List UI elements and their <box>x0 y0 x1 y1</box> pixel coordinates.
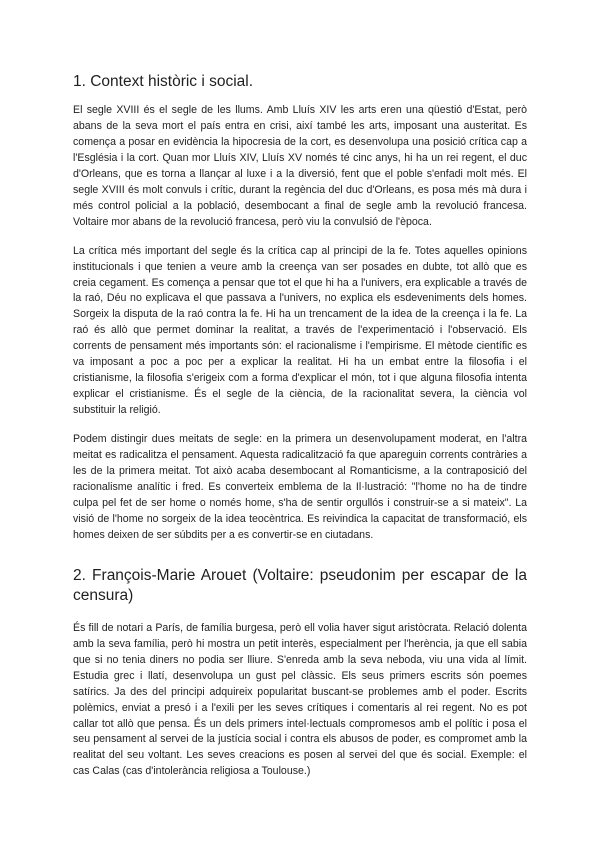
section-1-heading: 1. Context històric i social. <box>73 73 254 90</box>
section-1-paragraph-2: La crítica més important del segle és la crítica cap al principi de la fe. Totes aquelles opinions institucionals i que tenien a veure amb la creença van ser posades en dubte, tot allò que es creia cegament. Es comença a pensar que tot el que hi ha a l'univers, era explicable a través de la raó, Déu no explicava el que passava a l'univers, no explica els esdeveniments dels homes. Sorgeix la disputa de la raó contra la fe. Hi ha un trencament de la idea de la creença i la fe. La raó és allò que permet dominar la realitat, a través de l'experimentació i l'observació. Els corrents de pensament més importants són: el racionalisme i l'empirisme. El mètode científic es va imposant a poc a poc per a explicar la realitat. Hi ha un embat entre la filosofia i el cristianisme, la filosofia s'erigeix com a forma d'explicar el món, tot i que alguna filosofia intenta explicar el cristianisme. És el segle de la ciència, de la racionalitat severa, la ciència vol substituir la religió. <box>73 244 527 417</box>
section-2-heading: 2. François-Marie Arouet (Voltaire: pseudonim per escapar de la censura) <box>73 566 527 604</box>
document-page <box>73 70 527 780</box>
section-1-paragraph-3: Podem distingir dues meitats de segle: en la primera un desenvolupament moderat, en l'altra meitat es radicalitza el pensament. Aquesta radicalització fa que apareguin corrents contràries a les de la primera meitat. Tot això acaba desembocant al Romanticisme, a la contraposició del racionalisme analític i fred. Es converteix emblema de la Il·lustració: "l'home no ha de tindre culpa pel fet de ser home o només home, s'ha de sentir orgullós i construir-se a si mateix". La visió de l'home no sorgeix de la idea teocèntrica. Es reivindica la capacitat de transformació, els homes deixen de ser súbdits per a es convertir-se en ciutadans. <box>73 433 527 541</box>
section-1-paragraph-1: El segle XVIII és el segle de les llums. Amb Lluís XIV les arts eren una qüestió d'Estat, però abans de la seva mort el país entra en crisi, així també les arts, imposant una austeritat. Es comença a posar en evidència la hipocresia de la cort, es desenvolupa una posició crítica cap a l'Església i la cort. Quan mor Lluís XIV, Lluís XV només té cinc anys, hi ha un rei regent, el duc d'Orleans, que es torna a llançar al luxe i a la diversió, fent que el poble s'enfadi molt més. El segle XVIII és molt convuls i crític, durant la regència del duc d'Orleans, es posa més mà dura i més control policial a la població, desembocant a final de segle amb la revolució francesa. Voltaire mor abans de la revolució francesa, però viu la convulsió de l'època. <box>73 104 527 228</box>
section-2-paragraph-1: És fill de notari a París, de família burgesa, però ell volia haver sigut aristòcrata. Relació dolenta amb la seva família, però hi mostra un petit interès, especialment per l'herència, ja que ell sabia que si no tenia diners no podia ser lliure. S'enreda amb la seva neboda, viu una vida al límit. Estudia grec i llatí, desenvolupa un gust pel clàssic. Els seus primers escrits són poemes satírics. Ja des del principi adquireix popularitat buscant-se problemes amb el poder. Escrits polèmics, enviat a presó i a l'exili per les seves crítiques i comentaris al rei regent. No es pot callar tot allò que pensa. És un dels primers intel·lectuals compromesos amb el polític i posa el seu pensament al servei de la justícia social i contra els abusos de poder, es compromet amb la realitat del seu voltant. Les seves creacions es posen al servei del que és social. Exemple: el cas Calas (cas d'intolerància religiosa a Toulouse.) <box>73 621 527 778</box>
